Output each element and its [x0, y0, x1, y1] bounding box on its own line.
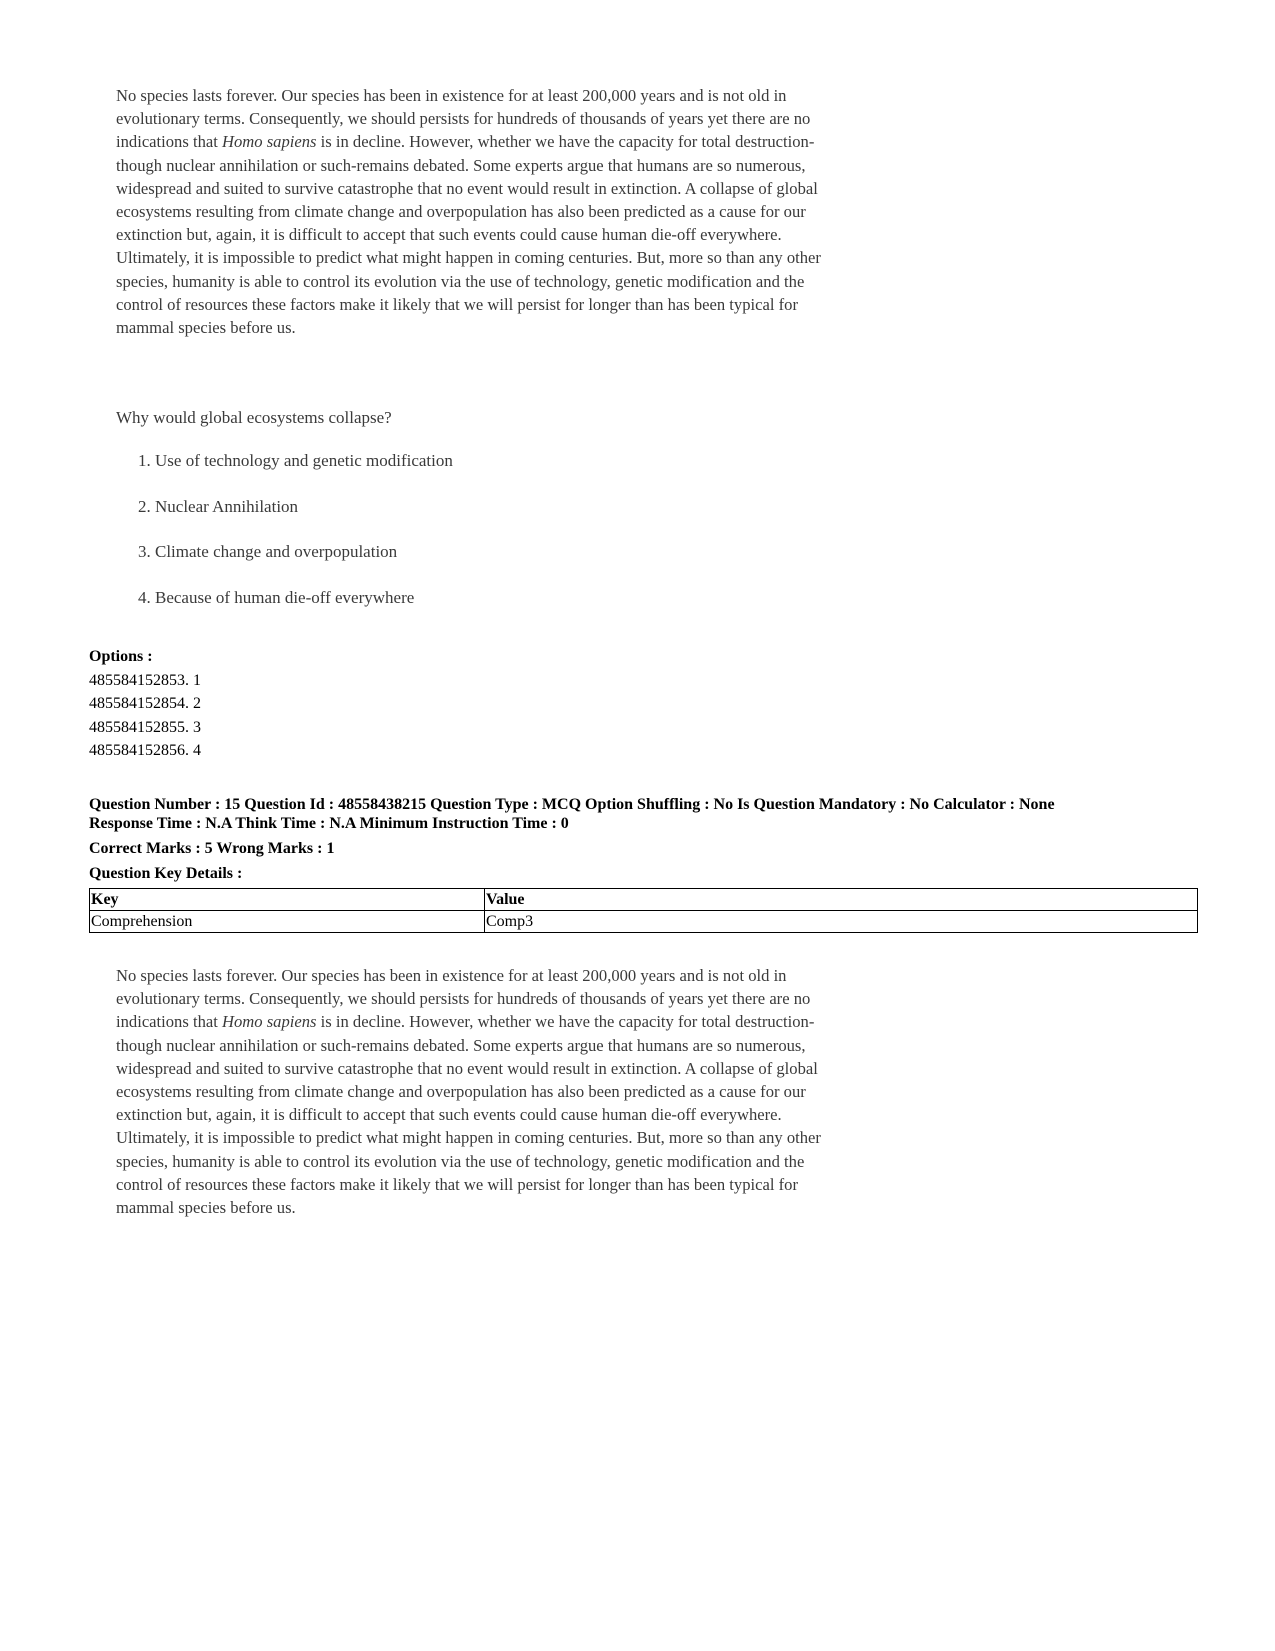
- options-section: [89, 645, 201, 763]
- passage-line: control of resources these factors make it likely that we will persist for longer than has been typical for: [116, 1174, 798, 1194]
- key-table: [89, 888, 1198, 933]
- choice-item: 3. Climate change and overpopulation: [138, 542, 398, 561]
- passage-line: widespread and suited to survive catastrophe that no event would result in extinction. A collapse of global: [116, 178, 818, 198]
- question-image: [116, 408, 816, 630]
- choice-item: 1. Use of technology and genetic modification: [138, 451, 453, 470]
- choice-item: 2. Nuclear Annihilation: [138, 496, 299, 516]
- table-cell-value: Comp3: [485, 911, 1198, 933]
- key-details-heading: Question Key Details :: [89, 865, 243, 882]
- option-item: 485584152854. 2: [89, 695, 201, 712]
- passage-line: Ultimately, it is impossible to predict what might happen in coming centuries. But, more so than any other: [116, 248, 821, 268]
- options-heading: Options :: [89, 648, 153, 665]
- passage-line: indications that Homo sapiens is in decline. However, whether we have the capacity for total destruction-: [116, 1012, 815, 1032]
- meta-line: Question Number : 15 Question Id : 48558438215 Question Type : MCQ Option Shuffling : No Is Question Mandatory : No Calculator : None: [89, 796, 1055, 813]
- option-item: 485584152855. 3: [89, 718, 201, 736]
- passage-line: ecosystems resulting from climate change and overpopulation has also been predicted as a cause for our: [116, 1082, 806, 1102]
- passage-line: Ultimately, it is impossible to predict what might happen in coming centuries. But, more so than any other: [116, 1128, 821, 1148]
- passage-line: mammal species before us.: [116, 318, 296, 338]
- question-meta: [89, 795, 1199, 883]
- option-item: 485584152856. 4: [89, 742, 201, 759]
- passage-line: species, humanity is able to control its evolution via the use of technology, genetic modification and the: [116, 271, 805, 291]
- passage-line: species, humanity is able to control its evolution via the use of technology, genetic modification and the: [116, 1151, 805, 1171]
- passage-image: [116, 964, 976, 1219]
- passage-line: evolutionary terms. Consequently, we should persists for hundreds of thousands of years yet there are no: [116, 989, 811, 1009]
- table-header-row: [90, 889, 1198, 911]
- passage-line: ecosystems resulting from climate change and overpopulation has also been predicted as a cause for our: [116, 202, 806, 222]
- passage-line: evolutionary terms. Consequently, we should persists for hundreds of thousands of years yet there are no: [116, 109, 811, 129]
- passage-line: indications that Homo sapiens is in decline. However, whether we have the capacity for total destruction-: [116, 132, 815, 152]
- meta-line: Response Time : N.A Think Time : N.A Minimum Instruction Time : 0: [89, 815, 569, 832]
- choice-item: 4. Because of human die-off everywhere: [138, 587, 415, 607]
- passage-line: extinction but, again, it is difficult to accept that such events could cause human die-off everywhere.: [116, 1105, 782, 1125]
- passage-line: extinction but, again, it is difficult to accept that such events could cause human die-off everywhere.: [116, 225, 782, 245]
- question-text: Why would global ecosystems collapse?: [116, 408, 392, 427]
- table-row: [90, 911, 1198, 933]
- passage-line: widespread and suited to survive catastrophe that no event would result in extinction. A collapse of global: [116, 1058, 818, 1078]
- table-header-value: Value: [485, 889, 1198, 911]
- option-item: 485584152853. 1: [89, 671, 201, 689]
- choice-list: [116, 448, 816, 630]
- passage-image: [116, 84, 976, 339]
- passage-line: No species lasts forever. Our species has been in existence for at least 200,000 years and is not old in: [116, 966, 787, 985]
- marks-line: Correct Marks : 5 Wrong Marks : 1: [89, 840, 335, 857]
- table-cell-key: Comprehension: [90, 911, 485, 933]
- passage-line: though nuclear annihilation or such-remains debated. Some experts argue that humans are so numerous,: [116, 1035, 806, 1055]
- passage-line: No species lasts forever. Our species has been in existence for at least 200,000 years and is not old in: [116, 86, 787, 105]
- table-header-key: Key: [90, 889, 485, 911]
- passage-line: though nuclear annihilation or such-remains debated. Some experts argue that humans are so numerous,: [116, 155, 806, 175]
- passage-line: mammal species before us.: [116, 1198, 296, 1218]
- passage-line: control of resources these factors make it likely that we will persist for longer than has been typical for: [116, 294, 798, 314]
